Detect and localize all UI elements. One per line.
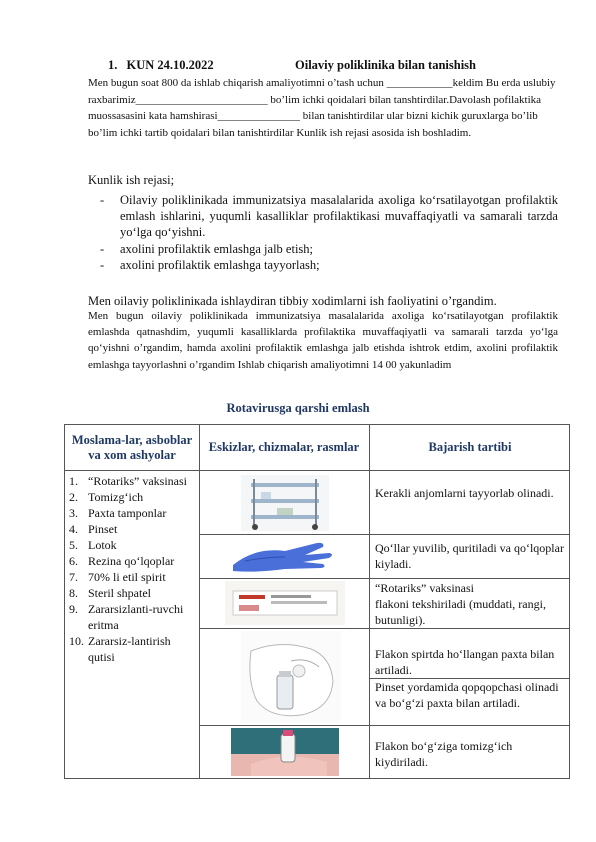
material-item: 1. “Rotariks” vaksinasi xyxy=(69,474,187,488)
plan-label: Kunlik ish rejasi; xyxy=(88,173,175,187)
material-item: 6. Rezina qo‘lqoplar xyxy=(69,554,175,568)
material-item: 3. Paxta tamponlar xyxy=(69,506,167,520)
plan-item: - axolini profilaktik emlashga tayyorlash; xyxy=(100,257,320,272)
day-heading xyxy=(108,58,476,73)
header-materials: Moslama-lar, asboblar va xom ashyolar xyxy=(71,432,193,462)
heading-number: 1. xyxy=(108,58,118,72)
step-text: “Rotariks” vaksinasi flakoni tekshiriladi (muddati, rangi, butunligi). xyxy=(375,581,546,627)
summary-body: Men bugun oilaviy poliklinikada immunizatsiya masalalarida axoliga ko‘rsatilayotgan profilaktik emlashda qatnashdim, yuqumli kasalliklarda profilaktika muvaffaqiyatli va samarali tarzda yo‘lga qo‘yishni o’rgandim, hamda axolini profilaktik emlashga jalb etishda ishtrok etdim, axolini profilaktik emlashga tayyorlashni o’rgandim Ishlab chiqarish amaliyotimni 14 00 yakunladim xyxy=(88,310,558,371)
blue-gloves-photo xyxy=(225,537,345,575)
materials-list xyxy=(69,473,195,665)
heading-subtitle: Oilaviy poliklinika bilan tanishish xyxy=(295,58,476,72)
step-text: Flakon bo‘g‘ziga tomizg‘ich kiydiriladi. xyxy=(375,739,513,769)
row-divider xyxy=(199,628,569,629)
plan-list xyxy=(100,192,558,273)
step-text: Qo‘llar yuvilib, quritiladi va qo‘lqoplar kiyladi. xyxy=(375,541,564,571)
material-item: 10. Zararsiz-lantirish qutisi xyxy=(69,634,171,664)
material-item: 2. Tomizg‘ich xyxy=(69,490,144,504)
step-text: Kerakli anjomlarni tayyorlab olinadi. xyxy=(375,486,554,500)
header-steps: Bajarish tartibi xyxy=(428,440,512,454)
material-item: 5. Lotok xyxy=(69,538,117,552)
step-text: Flakon spirtda ho‘llangan paxta bilan artiladi. xyxy=(375,647,555,677)
material-item: 9. Zararsizlanti-ruvchi eritma xyxy=(69,602,184,632)
step-text: Pinset yordamida qopqopchasi olinadi va bo‘g‘zi paxta bilan artiladi. xyxy=(375,680,559,710)
row-divider xyxy=(199,725,569,726)
intro-paragraph: Men bugun soat 800 da ishlab chiqarish amaliyotimni o’tash uchun ____________keldim Bu erda uslubiy raxbarimiz________________________ bo’lim ichki qoidalari bilan tanshtirdilar.Davolash pofilaktika muossasasini kata hamshirasi_______________ bilan tanishtirdilar ular bizni kichik guruxlarga bo’lib bo’lim ichki tartib qoidalari bilan tanishtirdilar Kunlik ish rejasi asosida ish boshladim. xyxy=(88,77,556,139)
dropper-vial-photo xyxy=(231,728,339,776)
summary-lead: Men oilaviy poliкliniкada ishlaydiran tibbiy xodimlarni ish faoliyatini o’rgandim. xyxy=(88,294,497,308)
material-item: 8. Steril shpatel xyxy=(69,586,151,600)
table-title: Rotavirusga qarshi emlash xyxy=(226,401,370,415)
medical-cart-photo xyxy=(241,475,329,531)
vial-wiping-photo xyxy=(241,631,341,723)
vaccine-box-photo xyxy=(225,581,345,625)
header-pictures: Eskizlar, chizmalar, rasmlar xyxy=(208,440,360,454)
heading-title: KUN 24.10.2022 xyxy=(126,58,214,72)
plan-item: - axolini profilaktik emlashga jalb etish; xyxy=(100,241,314,256)
row-divider xyxy=(199,578,569,579)
material-item: 4. Pinset xyxy=(69,522,118,536)
material-item: 7. 70% li etil spirit xyxy=(69,570,166,584)
procedure-table xyxy=(64,424,570,779)
plan-item: - Oilaviy poliklinikada immunizatsiya masalalarida axoliga ko‘rsatilayotgan profilaktik emlash ishlarini, yuqumli kasalliklar profilaktikasi muvaffaqiyatli va samarali tarzda yo‘lga qo‘yishni. xyxy=(100,193,558,240)
header-divider xyxy=(65,470,569,471)
row-divider xyxy=(199,534,569,535)
